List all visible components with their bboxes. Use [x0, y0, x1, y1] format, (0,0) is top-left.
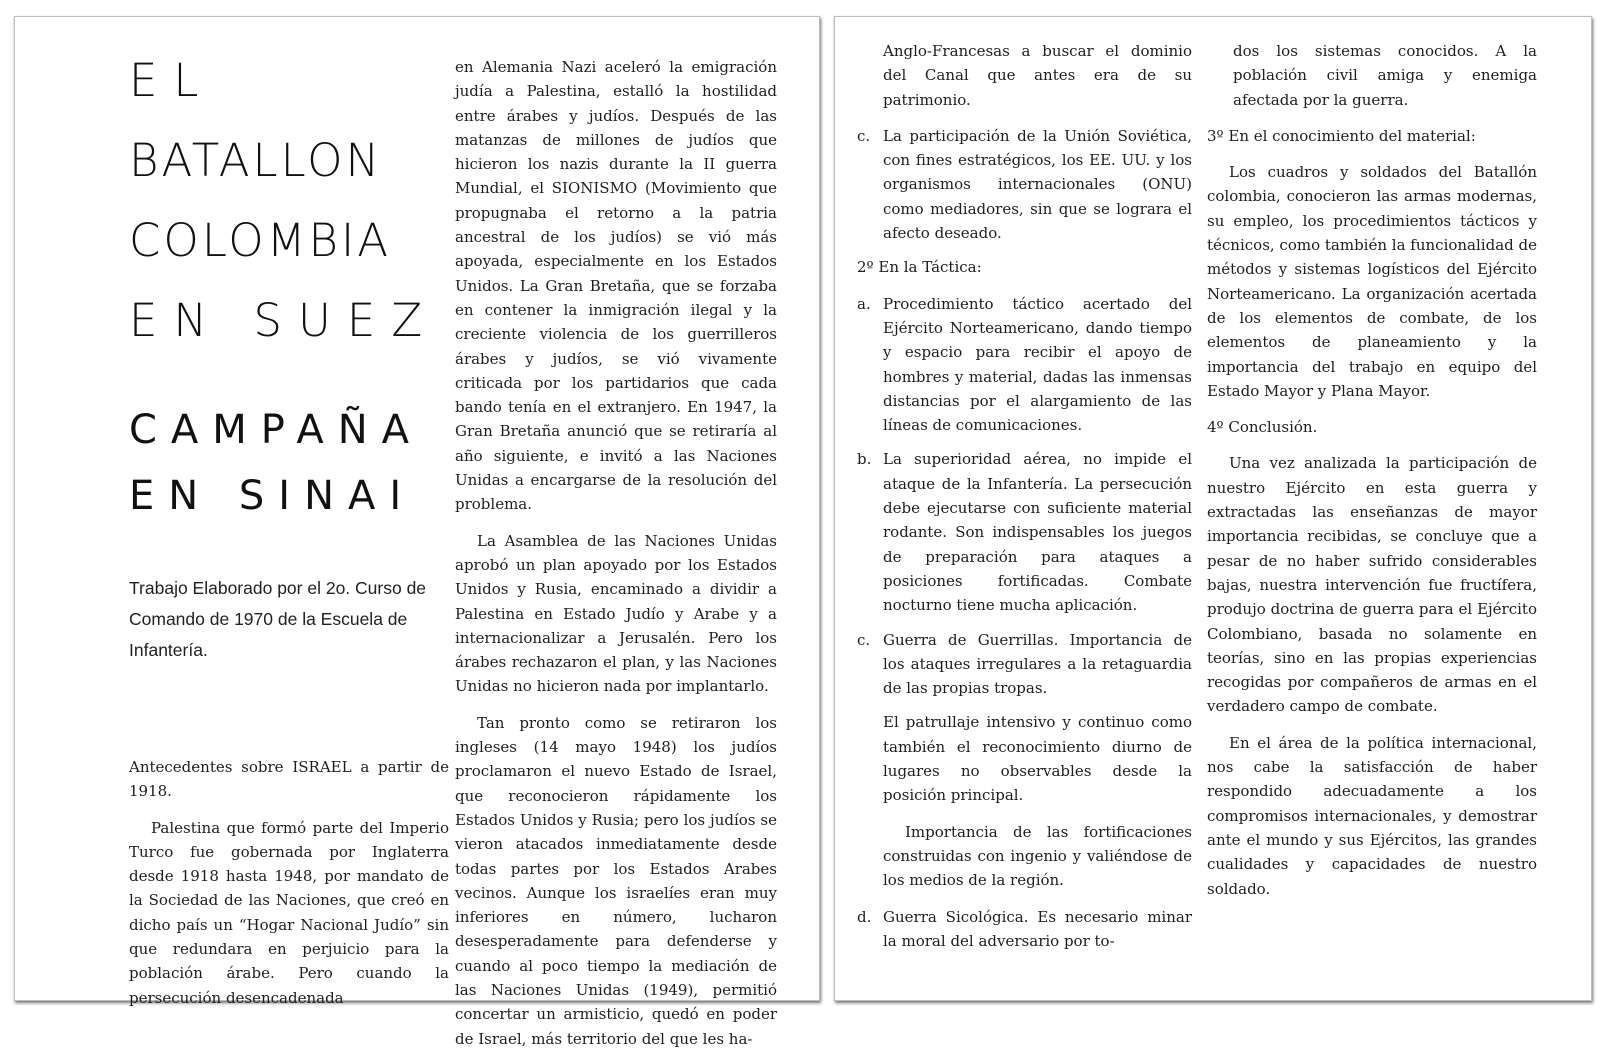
- article-title: [129, 41, 439, 361]
- list-item-d: [857, 905, 1192, 954]
- list-item-c: [857, 124, 1192, 245]
- title-line-3: COLOMBIA: [129, 214, 392, 267]
- list-marker: c.: [857, 630, 871, 649]
- section-heading-material: 3º En el conocimiento del material:: [1207, 126, 1476, 145]
- right-column-2: [1207, 39, 1537, 913]
- list-item-text: La participación de la Unión Soviética, con fines estratégicos, los EE. UU. y los organismos internacionales (ONU) como mediadores, sin que se lograra el afecto deseado.: [883, 126, 1192, 243]
- paragraph-fortificaciones: Importancia de las fortificaciones construidas con ingenio y valiéndose de los medios de la región.: [883, 822, 1192, 890]
- title-line-4: EN SUEZ: [129, 294, 439, 347]
- paragraph-politica: En el área de la política internacional, nos cabe la satisfacción de haber respondido adecuadamente a los compromisos internacionales, y demostrar ante el mundo y sus Ejércitos, las grandes cualidades y capacidades de nuestro soldado.: [1207, 733, 1537, 898]
- section-heading-conclusion: 4º Conclusión.: [1207, 418, 1318, 437]
- paragraph-palestina: Palestina que formó parte del Imperio Turco fue gobernada por Inglaterra desde 1918 hasta 1948, por mandato de la Sociedad de las Naciones, que creó en dicho país un “Hogar Nacional Judío” sin que redundara en perjuicio para la población árabe. Pero cuando la persecución desencadenada: [129, 818, 449, 1007]
- list-marker: d.: [857, 907, 872, 926]
- paragraph-asamblea: La Asamblea de las Naciones Unidas aprobó un plan apoyado por los Estados Unidos y Rusia, encaminado a dividir a Palestina en Estado Judío y Arabe y a internacionalizar a Jerusalén. Pero los árabes rechazaron el plan, y las Naciones Unidas no hicieron nada por implantarlo.: [455, 531, 777, 696]
- list-item-a: [857, 292, 1192, 438]
- list-item-text: La superioridad aérea, no impide el ataque de la Infantería. La persecución debe ejecutarse con suficiente material rodante. Son indispensables los juegos de preparación para ataques a posiciones fortificadas. Combate nocturno tiene mucha aplicación.: [883, 450, 1192, 615]
- title-line-2: BATALLON: [129, 134, 383, 187]
- title-line-1: EL: [129, 54, 215, 107]
- author-credit: Trabajo Elaborado por el 2o. Curso de Comando de 1970 de la Escuela de Infantería.: [129, 578, 427, 660]
- paragraph-continuation: Anglo-Francesas a buscar el dominio del Canal que antes era de su patrimonio.: [883, 42, 1192, 109]
- subtitle-line-2: EN SINAI: [129, 473, 416, 519]
- list-item-text: Guerra Sicológica. Es necesario minar la moral del adversario por to-: [883, 907, 1192, 950]
- section-heading-antecedentes: Antecedentes sobre ISRAEL a partir de 1918.: [129, 758, 449, 801]
- section-heading-tactica: 2º En la Táctica:: [857, 258, 982, 277]
- paragraph-continuation: dos los sistemas conocidos. A la población civil amiga y enemiga afectada por la guerra.: [1233, 42, 1537, 109]
- list-item-b: [857, 447, 1192, 617]
- list-item-text: Procedimiento táctico acertado del Ejército Norteamericano, dando tiempo y espacio para recibir el apoyo de hombres y material, dadas las inmensas distancias por el alargamiento de las líneas de comunicaciones.: [883, 294, 1192, 435]
- subtitle-line-1: CAMPAÑA: [129, 407, 424, 453]
- list-marker: c.: [857, 126, 871, 145]
- right-page: [834, 16, 1592, 1001]
- right-column-1: [857, 39, 1192, 963]
- paragraph-patrullaje: El patrullaje intensivo y continuo como también el reconocimiento diurno de lugares no observables desde la posición principal.: [883, 713, 1192, 805]
- paragraph-emigracion: en Alemania Nazi aceleró la emigración judía a Palestina, estalló la hostilidad entre árabes y judíos. Después de las matanzas de millones de judíos que hicieron los nazis durante la II guerra Mundial, el SIONISMO (Movimiento que propugnaba el retorno a la patria ancestral de los judíos) se vió más apoyada, especialmente en los Estados Unidos. La Gran Bretaña, que se forzaba en contener la inmigración ilegal y la creciente violencia de los guerrilleros árabes y judíos, se vió vivamente criticada por los partidarios que cada bando tenía en el extranjero. En 1947, la Gran Bretaña anunció que se retiraría al año siguiente, e invitó a las Naciones Unidas a encargarse de la resolución del problema.: [455, 58, 777, 514]
- paragraph-conclusion: Una vez analizada la participación de nuestro Ejército en esta guerra y extractadas las enseñanzas de mayor importancia recibidas, se concluye que a pesar de no haber sufrido considerables bajas, nuestra intervención fue fructífera, produjo doctrina de guerra para el Ejército Colombiano, basada no solamente en teorías, sino en las propias experiencias recogidas por compañeros de armas en el verdadero campo de combate.: [1207, 454, 1537, 716]
- list-item-text: Guerra de Guerrillas. Importancia de los ataques irregulares a la retaguardia de las propias tropas.: [883, 630, 1192, 698]
- left-column-1: [129, 755, 449, 1022]
- list-marker: b.: [857, 450, 872, 469]
- left-column-2: [455, 55, 777, 1063]
- list-item-c2: [857, 628, 1192, 701]
- left-page: [14, 16, 820, 1048]
- paragraph-material: Los cuadros y soldados del Batallón colombia, conocieron las armas modernas, su empleo, los procedimientos tácticos y técnicos, como también la funcionalidad de métodos y sistemas logísticos del Ejército Norteamericano. La organización acertada de los elementos de combate, de los elementos de planeamiento y la importancia del trabajo en equipo del Estado Mayor y Plana Mayor.: [1207, 163, 1537, 400]
- article-subtitle: [129, 397, 423, 529]
- paragraph-estado-israel: Tan pronto como se retiraron los ingleses (14 mayo 1948) los judíos proclamaron el nuevo Estado de Israel, que reconocieron rápidamente los Estados Unidos y Rusia; pero los judíos se vieron atacados inmediatamente desde todas partes por los Estados Arabes vecinos. Aunque los israelíes eran muy inferiores en número, lucharon desesperadamente para defenderse y cuando al poco tiempo la mediación de las Naciones Unidas (1949), permitió concertar un armisticio, quedó en poder de Israel, más territorio del que les ha-: [455, 713, 777, 1048]
- list-marker: a.: [857, 294, 871, 313]
